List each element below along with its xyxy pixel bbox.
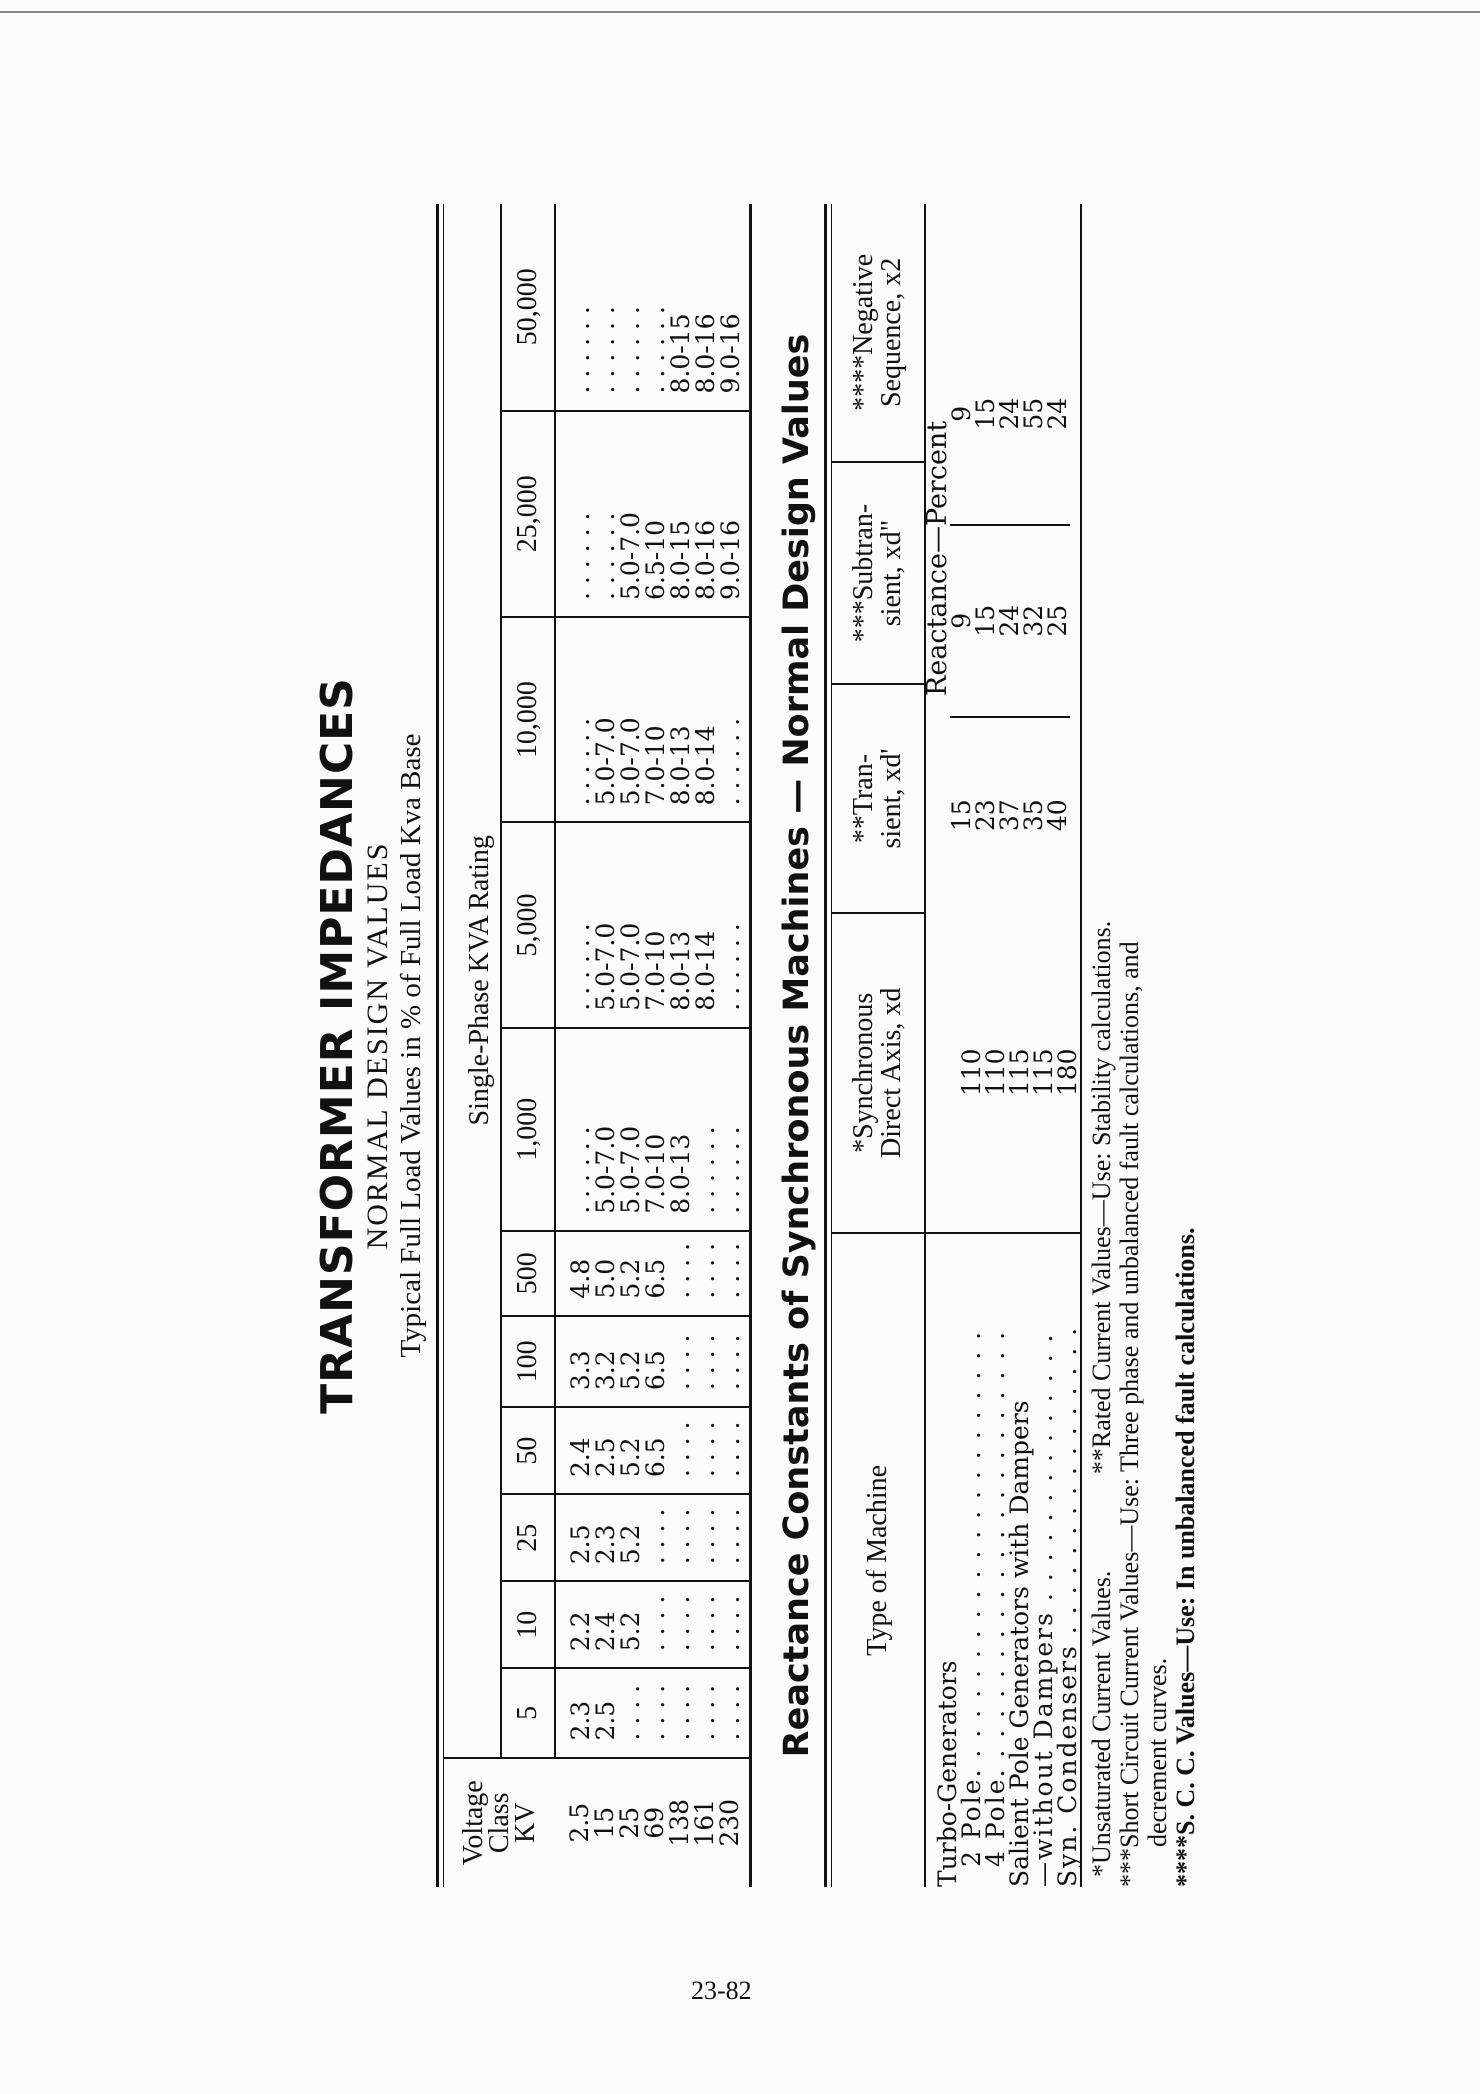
footnote-rated: **Rated Current Values—Use: Stability calculations. <box>1087 920 1116 1475</box>
kva-column <box>555 1028 749 1231</box>
kva-header: 25 <box>501 1494 555 1581</box>
table-cell-value: 7.0-10 <box>641 1133 670 1214</box>
table-cell-value: 5.0-7.0 <box>616 922 645 1011</box>
machine-type: 4 Pole. . . . . . . . . . . . . . . . . . . . . . . <box>981 1329 1010 1867</box>
table-cell-value: 138 <box>665 1798 694 1847</box>
table-cell-value: . . . . . . <box>566 306 595 394</box>
machine-type: —without Dampers . . . . . . . . . . . . . . <box>1029 1332 1058 1887</box>
table1-top-rule <box>436 204 444 1887</box>
table-cell-value: . . . . <box>666 1595 695 1652</box>
table-cell-value: 2.4 <box>566 1437 595 1478</box>
table-cell-value: 6.5 <box>641 1437 670 1478</box>
table-cell-value: 2.5 <box>565 1802 594 1843</box>
table-cell-value: 2.5 <box>591 1437 620 1478</box>
voltage-class-header: Voltage Class KV <box>444 1758 555 1887</box>
table-cell-value: 2.3 <box>591 1524 620 1565</box>
table-cell-value: 5.2 <box>616 1524 645 1565</box>
table-cell-value: 32 <box>1019 604 1048 637</box>
table-cell-value: . . . . <box>716 1242 745 1299</box>
footnote-line <box>1088 204 1116 1887</box>
machine-type: Salient Pole Generators with Dampers <box>1005 1400 1034 1887</box>
table-cell-value: 5.2 <box>616 1611 645 1652</box>
table-cell-value: 161 <box>690 1798 719 1847</box>
table-cell-value: . . . . <box>666 1334 695 1391</box>
table-cell-value: . . . . <box>641 1595 670 1652</box>
kva-column <box>555 411 749 617</box>
reactance-header-row <box>832 204 925 1887</box>
table-cell-value: . . . . <box>716 1684 745 1741</box>
table-cell-value: 25 <box>615 1806 644 1839</box>
subtransient-header: ***Subtran- sient, xd" <box>832 462 925 685</box>
type-of-machine-header: Type of Machine <box>832 1233 925 1887</box>
table-cell-value: 8.0-15 <box>666 519 695 600</box>
table-cell-value: . . . . <box>691 1242 720 1299</box>
kva-header: 25,000 <box>501 411 555 617</box>
negative-sequence-header: ****Negative Sequence, x2 <box>832 204 925 462</box>
footnote-decrement: decrement curves. <box>1143 1657 1172 1847</box>
table-cell-value: . . . . <box>616 1684 645 1741</box>
table-cell-value: 180 <box>1053 1048 1082 1097</box>
footnote-unsaturated: *Unsaturated Current Values. <box>1087 1570 1116 1877</box>
page-number: 23-82 <box>691 1976 752 2005</box>
table-cell-value: 5.2 <box>616 1350 645 1391</box>
impedance-data-row <box>555 204 749 1887</box>
voltage-class-column <box>555 1758 749 1887</box>
synchronous-header: *Synchronous Direct Axis, xd <box>832 913 925 1233</box>
table-cell-value: 15 <box>947 799 976 832</box>
kva-header: 50,000 <box>501 204 555 411</box>
kva-column <box>555 1494 749 1581</box>
table-cell-value: 2.4 <box>591 1611 620 1652</box>
table-cell-value: 40 <box>1043 799 1072 832</box>
machine-type-column <box>925 1233 1080 1887</box>
table-cell-value: . . . . . . <box>716 923 745 1011</box>
table-cell-value: 2.3 <box>566 1700 595 1741</box>
reactance-table <box>832 204 1080 1887</box>
page-subtitle: NORMAL DESIGN VALUES <box>361 841 394 1250</box>
reactance-percent-label: Reactance—Percent <box>922 420 953 696</box>
table-cell-value: 8.0-14 <box>691 725 720 806</box>
table-cell-value: 9.0-16 <box>716 519 745 600</box>
page-subtitle-2: Typical Full Load Values in % of Full Load Kva Base <box>395 733 427 1358</box>
table2-top-rule <box>824 204 832 1887</box>
kva-column <box>555 1231 749 1316</box>
kva-header: 1,000 <box>501 1028 555 1231</box>
footnote-short-circuit: ***Short Circuit Current Values—Use: Three phase and unbalanced fault calculations, and <box>1115 941 1144 1887</box>
table-cell-value: . . . . . . <box>591 306 620 394</box>
table-cell-value: 5.0-7.0 <box>591 1125 620 1214</box>
table-cell-value: 5.2 <box>616 1437 645 1478</box>
table-cell-value: 24 <box>1043 397 1072 430</box>
table-cell-value: . . . . . . <box>591 512 620 600</box>
table-cell-value: . . . . . . <box>641 306 670 394</box>
table1-bottom-rule <box>749 204 752 1887</box>
table-cell-value: . . . . . . <box>716 1126 745 1214</box>
table-cell-value: . . . . <box>666 1242 695 1299</box>
table-cell-value: . . . . <box>716 1508 745 1565</box>
table-cell-value: . . . . <box>666 1684 695 1741</box>
synchronous-column <box>925 913 1080 1233</box>
table-cell-value: . . . . <box>641 1684 670 1741</box>
table-cell-value: 7.0-10 <box>641 725 670 806</box>
table-cell-value: 2.5 <box>591 1700 620 1741</box>
kva-column <box>555 617 749 822</box>
kva-header: 5 <box>501 1668 555 1757</box>
table-cell-value: . . . . <box>691 1421 720 1478</box>
table-cell-value: 2.2 <box>566 1611 595 1652</box>
table-cell-value: 25 <box>1043 604 1072 637</box>
table-cell-value: 110 <box>981 1048 1010 1097</box>
negative-sequence-column <box>947 304 1072 526</box>
scan-edge-line <box>0 11 1480 13</box>
table-cell-value: 15 <box>971 397 1000 430</box>
table-cell-value: 9 <box>947 405 976 422</box>
table-cell-value: 5.0-7.0 <box>616 1125 645 1214</box>
table-cell-value: . . . . <box>716 1421 745 1478</box>
table-cell-value: . . . . . . <box>716 717 745 806</box>
transient-column <box>947 718 1072 913</box>
table-cell-value: 5.0-7.0 <box>616 717 645 806</box>
table-cell-value: 115 <box>1029 1048 1058 1097</box>
table-cell-value: 5.0 <box>591 1258 620 1299</box>
table-cell-value: . . . . . . <box>691 1126 720 1214</box>
table-cell-value: . . . . . . <box>566 923 595 1011</box>
reactance-data-row <box>925 204 1080 1887</box>
subtransient-column <box>947 526 1072 718</box>
kva-header: 50 <box>501 1407 555 1494</box>
kva-column <box>555 1316 749 1408</box>
table-cell-value: 37 <box>995 799 1024 832</box>
table-cell-value: 4.8 <box>566 1258 595 1299</box>
machine-type: 2 Pole. . . . . . . . . . . . . . . . . . . . . . . <box>957 1329 986 1867</box>
kva-header: 10,000 <box>501 617 555 822</box>
kva-header: 10 <box>501 1581 555 1668</box>
table-cell-value: 230 <box>715 1798 744 1847</box>
table-cell-value: 8.0-13 <box>666 725 695 806</box>
table-cell-value: . . . . <box>691 1684 720 1741</box>
table-cell-value: 6.5 <box>641 1350 670 1391</box>
kva-column <box>555 1581 749 1668</box>
kva-group-header: Single-Phase KVA Rating <box>444 204 501 1758</box>
table-cell-value: 8.0-13 <box>666 930 695 1011</box>
table-cell-value: . . . . . . <box>616 306 645 394</box>
table-cell-value: 115 <box>1005 1048 1034 1097</box>
kva-header: 100 <box>501 1316 555 1408</box>
table-cell-value: 6.5 <box>641 1258 670 1299</box>
table-cell-value: . . . . <box>691 1595 720 1652</box>
table-cell-value: 8.0-13 <box>666 1133 695 1214</box>
table-cell-value: 8.0-16 <box>691 519 720 600</box>
table-cell-value: 24 <box>995 397 1024 430</box>
table-cell-value: . . . . <box>666 1508 695 1565</box>
transformer-impedance-table <box>444 204 749 1887</box>
table-cell-value: 5.0-7.0 <box>616 512 645 600</box>
table-cell-value: . . . . <box>716 1595 745 1652</box>
table-cell-value: 3.2 <box>591 1350 620 1391</box>
kva-column <box>555 822 749 1027</box>
table-cell-value: 69 <box>640 1806 669 1839</box>
kva-header: 5,000 <box>501 822 555 1027</box>
table-cell-value: 110 <box>957 1048 986 1097</box>
table-cell-value: 15 <box>971 604 1000 637</box>
table-cell-value: 8.0-14 <box>691 930 720 1011</box>
reactance-table-title: Reactance Constants of Synchronous Machines — Normal Design Values <box>777 333 817 1758</box>
footnote-scc: ****S. C. C. Values—Use: In unbalanced fault calculations. <box>1171 1227 1200 1887</box>
table-cell-value: . . . . . . <box>566 1126 595 1214</box>
page-title: TRANSFORMER IMPEDANCES <box>312 677 363 1414</box>
kva-column <box>555 204 749 411</box>
table-cell-value: 35 <box>1019 799 1048 832</box>
table-cell-value: . . . . <box>691 1334 720 1391</box>
footnotes <box>1088 204 1200 1887</box>
rotated-document <box>312 204 1272 1887</box>
machine-type: Syn. Condensers . . . . . . . . . . . . . . . . <box>1053 1325 1082 1887</box>
table-cell-value: 6.5-10 <box>641 519 670 600</box>
kva-column <box>555 1668 749 1757</box>
table-cell-value: 2.5 <box>566 1524 595 1565</box>
table-cell-value: . . . . . . <box>566 512 595 600</box>
table-cell-value: . . . . <box>666 1421 695 1478</box>
table-cell-value: 5.0-7.0 <box>591 922 620 1011</box>
kva-column <box>555 1407 749 1494</box>
table-cell-value: 5.0-7.0 <box>591 717 620 806</box>
table-cell-value: 9.0-16 <box>716 313 745 394</box>
reactance-percent-block <box>922 204 1080 913</box>
table-cell-value: 55 <box>1019 397 1048 430</box>
table-cell-value: 8.0-15 <box>666 313 695 394</box>
table-cell-value: . . . . <box>716 1334 745 1391</box>
table-cell-value: . . . . <box>691 1508 720 1565</box>
machine-type: Turbo-Generators <box>933 1660 962 1887</box>
kva-header: 500 <box>501 1231 555 1316</box>
kva-header-row <box>501 204 555 1887</box>
table-cell-value: 3.3 <box>566 1350 595 1391</box>
table-cell-value: 5.2 <box>616 1258 645 1299</box>
table-cell-value: . . . . . . <box>566 717 595 806</box>
table-cell-value: 9 <box>947 612 976 629</box>
table-cell-value: . . . . <box>641 1508 670 1565</box>
table-cell-value: 7.0-10 <box>641 930 670 1011</box>
table-cell-value: 24 <box>995 604 1024 637</box>
table-cell-value: 23 <box>971 799 1000 832</box>
table-cell-value: 8.0-16 <box>691 313 720 394</box>
table-cell-value: 15 <box>590 1806 619 1839</box>
transient-header: **Tran- sient, xd' <box>832 684 925 912</box>
